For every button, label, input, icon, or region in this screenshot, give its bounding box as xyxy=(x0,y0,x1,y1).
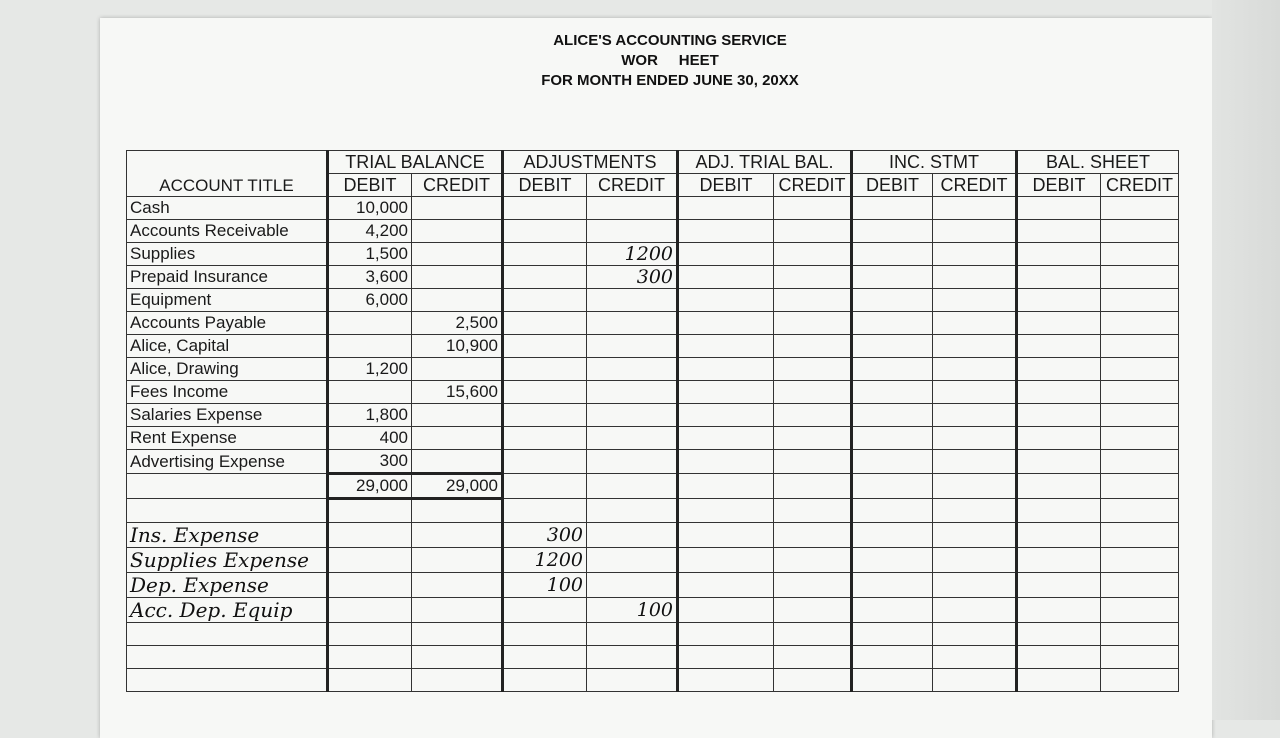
bs-credit-cell xyxy=(1101,197,1179,220)
table-row xyxy=(127,312,1179,335)
account-name-cell: Salaries Expense xyxy=(127,404,328,427)
table-row xyxy=(127,197,1179,220)
atb-debit-cell xyxy=(678,427,774,450)
adj-credit-cell: 300 xyxy=(587,266,678,289)
tb-credit-cell xyxy=(412,548,503,573)
is-credit-cell xyxy=(933,427,1017,450)
account-title-header: ACCOUNT TITLE xyxy=(127,151,328,197)
bs-debit-cell xyxy=(1017,450,1101,474)
is-debit-cell xyxy=(852,381,933,404)
tb-debit-cell: 3,600 xyxy=(328,266,412,289)
tb-credit-cell: 2,500 xyxy=(412,312,503,335)
tb-debit-cell: 4,200 xyxy=(328,220,412,243)
adj-credit-cell xyxy=(587,220,678,243)
bs-credit-cell xyxy=(1101,646,1179,669)
tb-debit-cell xyxy=(328,598,412,623)
tb-debit-cell xyxy=(328,623,412,646)
table-row xyxy=(127,450,1179,474)
tb-credit-cell: 15,600 xyxy=(412,381,503,404)
is-debit-cell xyxy=(852,404,933,427)
adj-debit-cell: 300 xyxy=(503,523,587,548)
tb-credit-cell xyxy=(412,450,503,474)
tb-credit-header: CREDIT xyxy=(412,174,503,197)
table-row xyxy=(127,335,1179,358)
handwritten-row xyxy=(127,573,1179,598)
tb-debit-cell: 1,200 xyxy=(328,358,412,381)
tb-debit-cell xyxy=(328,669,412,692)
table-row xyxy=(127,381,1179,404)
balance-sheet-header: BAL. SHEET xyxy=(1017,151,1179,174)
handwritten-row xyxy=(127,598,1179,623)
tb-credit-cell xyxy=(412,573,503,598)
tb-credit-cell xyxy=(412,358,503,381)
atb-credit-cell xyxy=(774,646,852,669)
bs-debit-cell xyxy=(1017,243,1101,266)
atb-credit-cell xyxy=(774,266,852,289)
tb-debit-cell: 300 xyxy=(328,450,412,474)
tb-credit-cell: 10,900 xyxy=(412,335,503,358)
atb-credit-cell xyxy=(774,623,852,646)
atb-credit-cell xyxy=(774,669,852,692)
tb-debit-total: 29,000 xyxy=(328,474,412,499)
is-debit-cell xyxy=(852,312,933,335)
bs-credit-cell xyxy=(1101,220,1179,243)
handwritten-row xyxy=(127,548,1179,573)
is-debit-cell xyxy=(852,548,933,573)
bs-debit-cell xyxy=(1017,404,1101,427)
is-credit-cell xyxy=(933,499,1017,523)
is-credit-cell xyxy=(933,312,1017,335)
account-name-cell: Equipment xyxy=(127,289,328,312)
bs-credit-cell xyxy=(1101,523,1179,548)
table-row xyxy=(127,404,1179,427)
is-debit-cell xyxy=(852,266,933,289)
adj-credit-header: CREDIT xyxy=(587,174,678,197)
bs-debit-cell xyxy=(1017,312,1101,335)
adj-debit-cell xyxy=(503,499,587,523)
tb-credit-cell xyxy=(412,427,503,450)
adj-debit-cell xyxy=(503,404,587,427)
adj-debit-cell: 1200 xyxy=(503,548,587,573)
adj-debit-cell xyxy=(503,450,587,474)
bs-debit-cell xyxy=(1017,266,1101,289)
tb-debit-header: DEBIT xyxy=(328,174,412,197)
handwritten-account-cell: Supplies Expense xyxy=(127,548,328,573)
tb-debit-cell: 1,800 xyxy=(328,404,412,427)
adj-debit-cell xyxy=(503,358,587,381)
account-name-cell xyxy=(127,669,328,692)
atb-debit-cell xyxy=(678,243,774,266)
atb-credit-cell xyxy=(774,474,852,499)
tb-credit-cell xyxy=(412,243,503,266)
is-debit-cell xyxy=(852,358,933,381)
is-credit-cell xyxy=(933,573,1017,598)
atb-debit-header: DEBIT xyxy=(678,174,774,197)
tb-credit-cell xyxy=(412,669,503,692)
bs-debit-cell xyxy=(1017,646,1101,669)
bs-debit-header: DEBIT xyxy=(1017,174,1101,197)
account-name-cell xyxy=(127,623,328,646)
atb-debit-cell xyxy=(678,289,774,312)
is-debit-cell xyxy=(852,197,933,220)
bs-credit-cell xyxy=(1101,243,1179,266)
atb-credit-cell xyxy=(774,523,852,548)
adj-credit-cell xyxy=(587,358,678,381)
trial-balance-header: TRIAL BALANCE xyxy=(328,151,503,174)
account-name-cell: Prepaid Insurance xyxy=(127,266,328,289)
bs-debit-cell xyxy=(1017,220,1101,243)
table-row xyxy=(127,623,1179,646)
atb-debit-cell xyxy=(678,499,774,523)
adj-debit-cell xyxy=(503,312,587,335)
tb-debit-cell xyxy=(328,499,412,523)
atb-credit-cell xyxy=(774,220,852,243)
bs-debit-cell xyxy=(1017,289,1101,312)
is-debit-cell xyxy=(852,220,933,243)
adj-debit-cell xyxy=(503,474,587,499)
tb-debit-cell xyxy=(328,523,412,548)
adj-debit-cell xyxy=(503,289,587,312)
adj-credit-cell xyxy=(587,646,678,669)
atb-debit-cell xyxy=(678,220,774,243)
adj-debit-cell xyxy=(503,381,587,404)
atb-credit-header: CREDIT xyxy=(774,174,852,197)
adj-credit-cell xyxy=(587,312,678,335)
adj-credit-cell xyxy=(587,499,678,523)
is-debit-cell xyxy=(852,450,933,474)
is-debit-cell xyxy=(852,598,933,623)
bs-credit-cell xyxy=(1101,623,1179,646)
table-row xyxy=(127,427,1179,450)
table-row xyxy=(127,646,1179,669)
is-debit-cell xyxy=(852,623,933,646)
account-name-cell: Supplies xyxy=(127,243,328,266)
tb-credit-cell xyxy=(412,623,503,646)
atb-credit-cell xyxy=(774,197,852,220)
bs-credit-cell xyxy=(1101,450,1179,474)
atb-credit-cell xyxy=(774,335,852,358)
adj-credit-cell xyxy=(587,523,678,548)
bs-debit-cell xyxy=(1017,427,1101,450)
is-debit-cell xyxy=(852,289,933,312)
bs-credit-cell xyxy=(1101,573,1179,598)
is-credit-cell xyxy=(933,523,1017,548)
totals-label-cell xyxy=(127,474,328,499)
tb-debit-cell xyxy=(328,381,412,404)
handwritten-account-cell: Ins. Expense xyxy=(127,523,328,548)
tb-credit-cell xyxy=(412,646,503,669)
atb-debit-cell xyxy=(678,312,774,335)
handwritten-row xyxy=(127,523,1179,548)
tb-credit-cell xyxy=(412,499,503,523)
bs-credit-cell xyxy=(1101,358,1179,381)
bs-debit-cell xyxy=(1017,623,1101,646)
table-row xyxy=(127,289,1179,312)
is-debit-cell xyxy=(852,427,933,450)
is-debit-cell xyxy=(852,646,933,669)
is-credit-cell xyxy=(933,358,1017,381)
adj-debit-cell xyxy=(503,623,587,646)
bs-debit-cell xyxy=(1017,548,1101,573)
tb-debit-cell xyxy=(328,573,412,598)
is-debit-cell xyxy=(852,335,933,358)
table-row xyxy=(127,243,1179,266)
bs-credit-cell xyxy=(1101,381,1179,404)
tb-credit-cell xyxy=(412,598,503,623)
handwritten-account-cell: Dep. Expense xyxy=(127,573,328,598)
bs-debit-cell xyxy=(1017,669,1101,692)
bs-debit-cell xyxy=(1017,499,1101,523)
atb-debit-cell xyxy=(678,474,774,499)
tb-credit-cell xyxy=(412,523,503,548)
adj-credit-cell xyxy=(587,289,678,312)
is-credit-cell xyxy=(933,243,1017,266)
atb-debit-cell xyxy=(678,669,774,692)
atb-credit-cell xyxy=(774,450,852,474)
bs-debit-cell xyxy=(1017,523,1101,548)
account-name-cell: Accounts Payable xyxy=(127,312,328,335)
bs-credit-cell xyxy=(1101,312,1179,335)
adj-credit-cell xyxy=(587,427,678,450)
tb-debit-cell: 6,000 xyxy=(328,289,412,312)
atb-debit-cell xyxy=(678,573,774,598)
tb-credit-cell xyxy=(412,197,503,220)
is-credit-cell xyxy=(933,404,1017,427)
tb-credit-cell xyxy=(412,289,503,312)
is-credit-cell xyxy=(933,623,1017,646)
atb-credit-cell xyxy=(774,427,852,450)
tb-debit-cell xyxy=(328,548,412,573)
table-row xyxy=(127,669,1179,692)
adj-debit-cell xyxy=(503,669,587,692)
atb-debit-cell xyxy=(678,381,774,404)
adj-credit-cell xyxy=(587,548,678,573)
bs-credit-cell xyxy=(1101,598,1179,623)
bs-debit-cell xyxy=(1017,381,1101,404)
bs-credit-cell xyxy=(1101,548,1179,573)
account-name-cell: Accounts Receivable xyxy=(127,220,328,243)
atb-credit-cell xyxy=(774,404,852,427)
atb-debit-cell xyxy=(678,548,774,573)
adj-debit-cell xyxy=(503,646,587,669)
bs-credit-cell xyxy=(1101,499,1179,523)
adj-debit-cell xyxy=(503,197,587,220)
atb-credit-cell xyxy=(774,499,852,523)
is-debit-header: DEBIT xyxy=(852,174,933,197)
is-debit-cell xyxy=(852,243,933,266)
is-credit-cell xyxy=(933,220,1017,243)
adj-debit-cell xyxy=(503,598,587,623)
is-credit-cell xyxy=(933,197,1017,220)
atb-debit-cell xyxy=(678,197,774,220)
bs-credit-cell xyxy=(1101,669,1179,692)
adj-credit-cell xyxy=(587,474,678,499)
is-credit-cell xyxy=(933,474,1017,499)
adj-debit-cell xyxy=(503,266,587,289)
adj-debit-cell xyxy=(503,220,587,243)
account-name-cell xyxy=(127,499,328,523)
handwritten-account-cell: Acc. Dep. Equip xyxy=(127,598,328,623)
adj-trial-balance-header: ADJ. TRIAL BAL. xyxy=(678,151,852,174)
adj-debit-cell xyxy=(503,335,587,358)
background-edge xyxy=(1212,0,1280,720)
atb-debit-cell xyxy=(678,523,774,548)
totals-row xyxy=(127,474,1179,499)
tb-debit-cell: 1,500 xyxy=(328,243,412,266)
bs-debit-cell xyxy=(1017,197,1101,220)
atb-credit-cell xyxy=(774,243,852,266)
table-row xyxy=(127,358,1179,381)
is-credit-cell xyxy=(933,646,1017,669)
bs-credit-header: CREDIT xyxy=(1101,174,1179,197)
is-credit-cell xyxy=(933,548,1017,573)
bs-credit-cell xyxy=(1101,474,1179,499)
is-credit-cell xyxy=(933,669,1017,692)
adj-debit-cell xyxy=(503,243,587,266)
account-name-cell: Alice, Drawing xyxy=(127,358,328,381)
is-debit-cell xyxy=(852,499,933,523)
atb-debit-cell xyxy=(678,598,774,623)
atb-debit-cell xyxy=(678,623,774,646)
adj-credit-cell xyxy=(587,450,678,474)
is-credit-cell xyxy=(933,450,1017,474)
account-name-cell: Advertising Expense xyxy=(127,450,328,474)
worksheet-title: WOR HEET xyxy=(621,52,719,69)
adj-credit-cell xyxy=(587,197,678,220)
bs-credit-cell xyxy=(1101,289,1179,312)
atb-debit-cell xyxy=(678,266,774,289)
atb-credit-cell xyxy=(774,573,852,598)
atb-debit-cell xyxy=(678,335,774,358)
adj-credit-cell xyxy=(587,573,678,598)
adj-credit-cell xyxy=(587,335,678,358)
is-debit-cell xyxy=(852,573,933,598)
atb-debit-cell xyxy=(678,450,774,474)
adjustments-header: ADJUSTMENTS xyxy=(503,151,678,174)
tb-credit-cell xyxy=(412,404,503,427)
bs-credit-cell xyxy=(1101,335,1179,358)
bs-credit-cell xyxy=(1101,427,1179,450)
tb-debit-cell xyxy=(328,646,412,669)
atb-debit-cell xyxy=(678,646,774,669)
atb-debit-cell xyxy=(678,358,774,381)
adj-debit-cell: 100 xyxy=(503,573,587,598)
tb-debit-cell: 10,000 xyxy=(328,197,412,220)
tb-debit-cell xyxy=(328,335,412,358)
atb-credit-cell xyxy=(774,548,852,573)
is-debit-cell xyxy=(852,523,933,548)
is-credit-header: CREDIT xyxy=(933,174,1017,197)
atb-credit-cell xyxy=(774,312,852,335)
account-name-cell: Rent Expense xyxy=(127,427,328,450)
adj-credit-cell: 100 xyxy=(587,598,678,623)
tb-debit-cell xyxy=(328,312,412,335)
table-row xyxy=(127,220,1179,243)
adj-credit-cell xyxy=(587,669,678,692)
income-statement-header: INC. STMT xyxy=(852,151,1017,174)
account-name-cell: Cash xyxy=(127,197,328,220)
atb-credit-cell xyxy=(774,598,852,623)
bs-debit-cell xyxy=(1017,335,1101,358)
is-credit-cell xyxy=(933,335,1017,358)
adj-debit-header: DEBIT xyxy=(503,174,587,197)
is-debit-cell xyxy=(852,474,933,499)
tb-credit-total: 29,000 xyxy=(412,474,503,499)
account-name-cell: Fees Income xyxy=(127,381,328,404)
atb-credit-cell xyxy=(774,289,852,312)
tb-credit-cell xyxy=(412,220,503,243)
bs-debit-cell xyxy=(1017,573,1101,598)
tb-credit-cell xyxy=(412,266,503,289)
bs-credit-cell xyxy=(1101,266,1179,289)
company-name: ALICE'S ACCOUNTING SERVICE xyxy=(553,32,787,49)
bs-credit-cell xyxy=(1101,404,1179,427)
table-row xyxy=(127,499,1179,523)
adj-credit-cell: 1200 xyxy=(587,243,678,266)
adj-credit-cell xyxy=(587,404,678,427)
adj-debit-cell xyxy=(503,427,587,450)
adj-credit-cell xyxy=(587,623,678,646)
worksheet-table xyxy=(126,150,1179,692)
atb-credit-cell xyxy=(774,358,852,381)
bs-debit-cell xyxy=(1017,474,1101,499)
is-credit-cell xyxy=(933,598,1017,623)
is-debit-cell xyxy=(852,669,933,692)
atb-credit-cell xyxy=(774,381,852,404)
adj-credit-cell xyxy=(587,381,678,404)
period-line: FOR MONTH ENDED JUNE 30, 20XX xyxy=(541,72,799,89)
is-credit-cell xyxy=(933,381,1017,404)
is-credit-cell xyxy=(933,266,1017,289)
account-name-cell: Alice, Capital xyxy=(127,335,328,358)
atb-debit-cell xyxy=(678,404,774,427)
account-name-cell xyxy=(127,646,328,669)
bs-debit-cell xyxy=(1017,598,1101,623)
bs-debit-cell xyxy=(1017,358,1101,381)
is-credit-cell xyxy=(933,289,1017,312)
tb-debit-cell: 400 xyxy=(328,427,412,450)
table-row xyxy=(127,266,1179,289)
